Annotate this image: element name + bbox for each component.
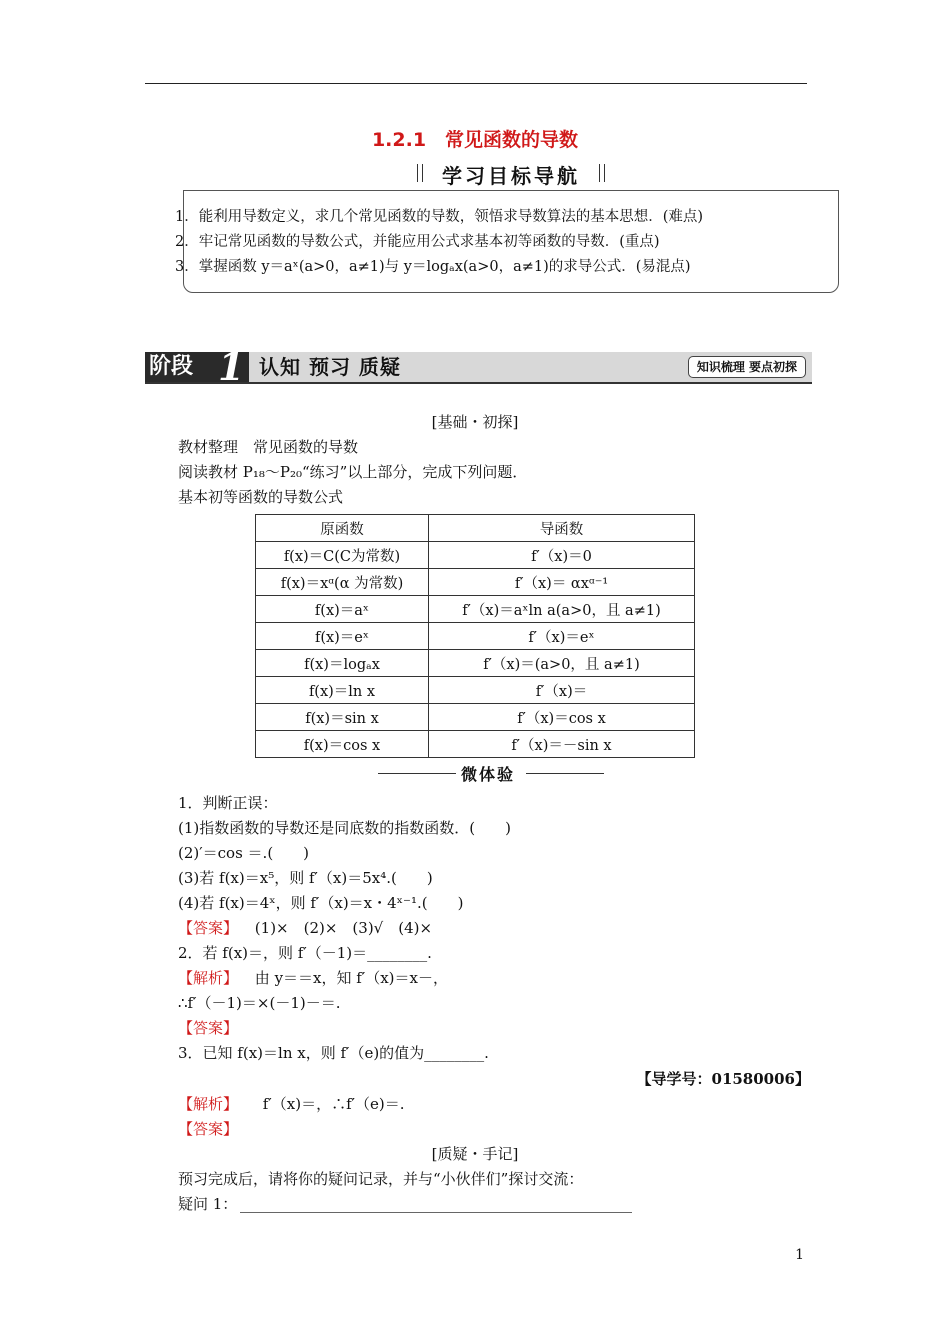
table-caption: 基本初等函数的导数公式 [178, 488, 344, 506]
question-3: 3．已知 f(x)＝ln x，则 f′（e)的值为________. [178, 1044, 489, 1062]
table-row [256, 704, 695, 731]
objective-item: 2．牢记常见函数的导数公式，并能应用公式求基本初等函数的导数．(重点) [175, 234, 660, 250]
table-cell: f(x)＝ln x [256, 677, 429, 704]
question-1: 1．判断正误： [178, 794, 278, 812]
table-row [256, 731, 695, 758]
table-row [256, 569, 695, 596]
table-cell: f′（x)＝0 [429, 542, 695, 569]
material-title: 教材整理 常见函数的导数 [178, 438, 359, 456]
question-1-item: (3)若 f(x)＝x⁵，则 f′（x)＝5x⁴.( ) [178, 869, 433, 887]
question-1-item: (1)指数函数的导数还是同底数的指数函数．( ) [178, 819, 511, 837]
reading-instruction: 阅读教材 P₁₈～P₂₀“练习”以上部分，完成下列问题． [178, 463, 528, 481]
page-number: 1 [795, 1247, 804, 1263]
table-header-cell: 导函数 [429, 515, 695, 542]
objectives-heading: 学习目标导航 [423, 160, 599, 188]
learning-objectives-box [175, 160, 839, 293]
table-cell: f′（x)＝ αxᵅ⁻¹ [429, 569, 695, 596]
analysis-label: 【解析】 [178, 969, 239, 987]
question-1-item: (4)若 f(x)＝4ˣ，则 f′（x)＝x・4ˣ⁻¹.( ) [178, 894, 464, 912]
stage-banner [145, 344, 812, 389]
page-title: 1.2.1 常见函数的导数 [371, 129, 579, 151]
answer-1: (1)× (2)× (3)√ (4)× [254, 919, 433, 937]
analysis-label: 【解析】 [178, 1095, 239, 1113]
analysis-3: f′（x)＝，∴f′（e)＝. [262, 1095, 405, 1113]
table-cell: f′（x)＝(a>0，且 a≠1) [429, 650, 695, 677]
table-cell: f(x)＝C(C为常数) [256, 542, 429, 569]
table-cell: f(x)＝cos x [256, 731, 429, 758]
stage-name: 认知 预习 质疑 [259, 355, 401, 379]
question-2: 2．若 f(x)＝，则 f′（－1)＝________. [178, 944, 432, 962]
table-cell: f′（x)＝ [429, 677, 695, 704]
answer-label: 【答案】 [178, 1019, 239, 1037]
micro-heading: 微体验 [461, 765, 516, 784]
stage-number: 1 [218, 344, 245, 389]
question-note-blank[interactable] [240, 1212, 632, 1213]
table-header-row [256, 515, 695, 542]
table-cell: f(x)＝eˣ [256, 623, 429, 650]
table-cell: f′（x)＝cos x [429, 704, 695, 731]
table-row [256, 623, 695, 650]
guide-number: 【导学号：01580006】 [636, 1070, 810, 1088]
table-cell: f(x)＝logₐx [256, 650, 429, 677]
answer-label: 【答案】 [178, 1120, 239, 1138]
question-1-item: (2)′＝cos ＝.( ) [178, 844, 310, 862]
objectives-header-rule [183, 190, 839, 191]
derivative-formula-table [255, 514, 695, 758]
stage-label: 阶段 [145, 352, 249, 382]
table-row [256, 650, 695, 677]
table-header-cell: 原函数 [256, 515, 429, 542]
objectives-list [175, 205, 703, 280]
stage-tag: 知识梳理 要点初探 [688, 356, 806, 378]
table-row [256, 596, 695, 623]
analysis-2-line-2: ∴f′（－1)＝×(－1)－＝. [178, 994, 341, 1012]
header-rule [145, 83, 807, 84]
objective-item: 3．掌握函数 y＝aˣ(a>0，a≠1)与 y＝logₐx(a>0，a≠1)的求导公式．(易混点) [175, 259, 691, 275]
question-note-label: 疑问 1： [178, 1195, 238, 1213]
table-cell: f′（x)＝eˣ [429, 623, 695, 650]
table-cell: f′（x)＝aˣln a(a>0，且 a≠1) [429, 596, 695, 623]
table-cell: f(x)＝sin x [256, 704, 429, 731]
micro-experience-divider [378, 762, 604, 784]
table-cell: f(x)＝aˣ [256, 596, 429, 623]
answer-label: 【答案】 [178, 919, 239, 937]
basics-title: [基础・初探] [431, 413, 519, 431]
analysis-2-line-1: 由 y＝＝x，知 f′（x)＝x－， [254, 969, 448, 987]
table-cell: f′（x)＝－sin x [429, 731, 695, 758]
notes-intro: 预习完成后，请将你的疑问记录，并与“小伙伴们”探讨交流： [178, 1170, 584, 1188]
objective-item: 1．能利用导数定义，求几个常见函数的导数，领悟求导数算法的基本思想．(难点) [175, 209, 704, 225]
table-row [256, 677, 695, 704]
notes-title: [质疑・手记] [431, 1145, 519, 1163]
table-row [256, 542, 695, 569]
table-cell: f(x)＝xᵅ(α 为常数) [256, 569, 429, 596]
